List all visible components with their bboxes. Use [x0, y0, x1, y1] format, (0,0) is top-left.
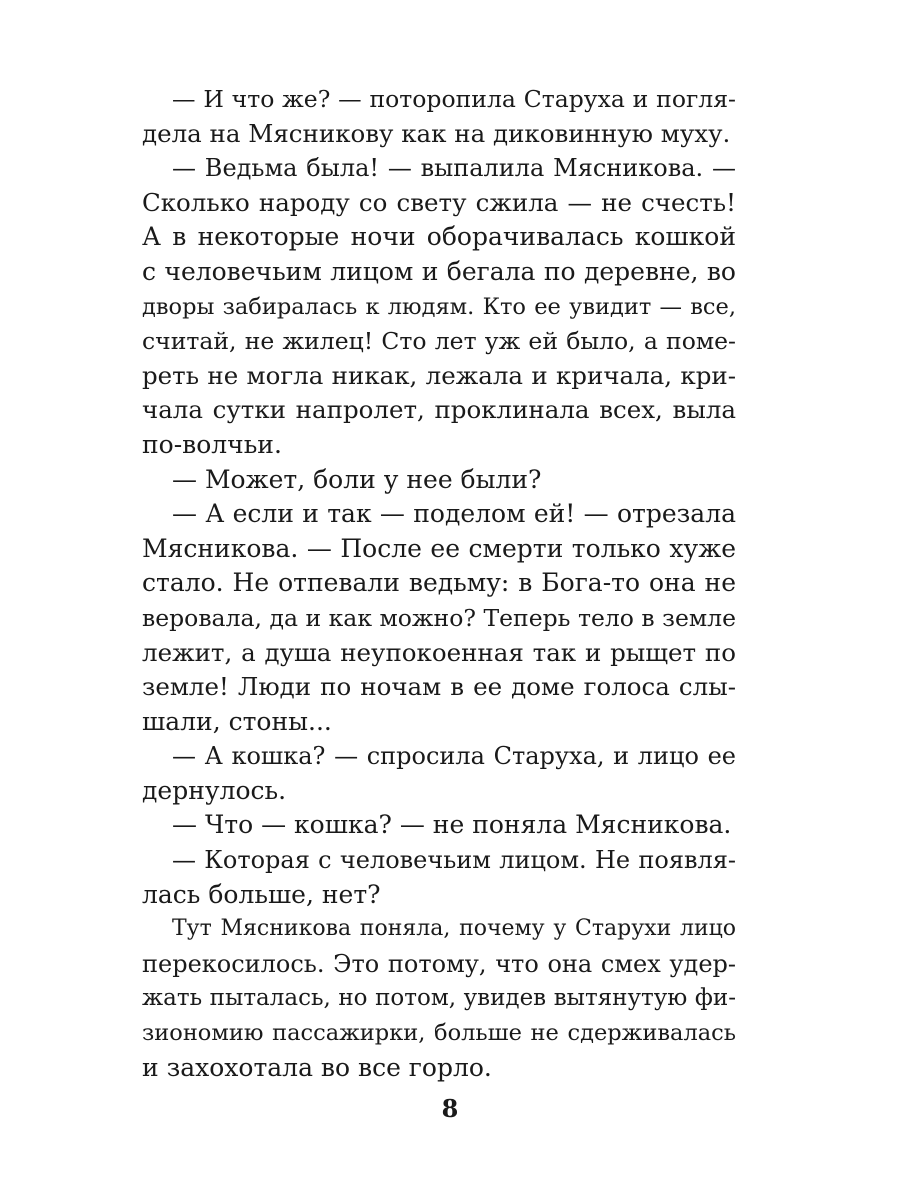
page-number: 8: [441, 1094, 459, 1123]
text-line: лась больше, нет?: [142, 879, 381, 909]
text-line: и захохотала во все горло.: [142, 1052, 492, 1082]
text-block: [142, 82, 736, 1085]
text-line: земле! Люди по ночам в ее доме голоса слы-: [142, 672, 736, 702]
text-line: А в некоторые ночи оборачивалась кошкой: [142, 222, 736, 252]
text-line: с человечьим лицом и бегала по деревне, во: [142, 256, 736, 286]
text-line: Тут Мясникова поняла, почему у Старухи лицо: [172, 916, 736, 942]
text-line: — А если и так — поделом ей! — отрезала: [172, 499, 736, 529]
text-line: чала сутки напролет, проклинала всех, выла: [142, 395, 736, 425]
text-line: дела на Мясникову как на диковинную муху.: [142, 118, 731, 148]
text-line: зиономию пассажирки, больше не сдерживалась: [142, 1020, 736, 1047]
text-line: — Ведьма была! — выпалила Мясникова. —: [172, 154, 736, 183]
text-line: — А кошка? — спросила Старуха, и лицо ее: [172, 742, 736, 771]
text-line: считай, не жилец! Сто лет уж ей было, а поме-: [142, 327, 736, 356]
text-line: шали, стоны...: [142, 706, 332, 736]
text-line: дернулось.: [142, 775, 287, 805]
text-line: реть не могла никак, лежала и кричала, кри-: [142, 360, 736, 390]
text-line: дворы забиралась к людям. Кто ее увидит — все,: [142, 293, 736, 320]
text-line: — Может, боли у нее были?: [172, 464, 542, 494]
text-line: — Которая с человечьим лицом. Не появля-: [172, 846, 736, 875]
text-line: веровала, да и как можно? Теперь тело в земле: [142, 603, 736, 632]
text-line: — И что же? — поторопила Старуха и погля-: [172, 85, 736, 113]
text-line: Мясникова. — После ее смерти только хуже: [142, 533, 736, 563]
text-line: — Что — кошка? — не поняла Мясникова.: [172, 810, 732, 840]
text-line: Сколько народу со свету сжила — не счесть!: [142, 187, 736, 217]
text-line: по-волчьи.: [142, 429, 282, 459]
text-line: перекосилось. Это потому, что она смех удер-: [142, 949, 736, 978]
text-line: жать пыталась, но потом, увидев вытянутую фи-: [142, 985, 736, 1012]
text-line: лежит, а душа неупокоенная так и рыщет по: [142, 637, 736, 667]
text-line: стало. Не отпевали ведьму: в Бога-то она не: [142, 568, 736, 598]
